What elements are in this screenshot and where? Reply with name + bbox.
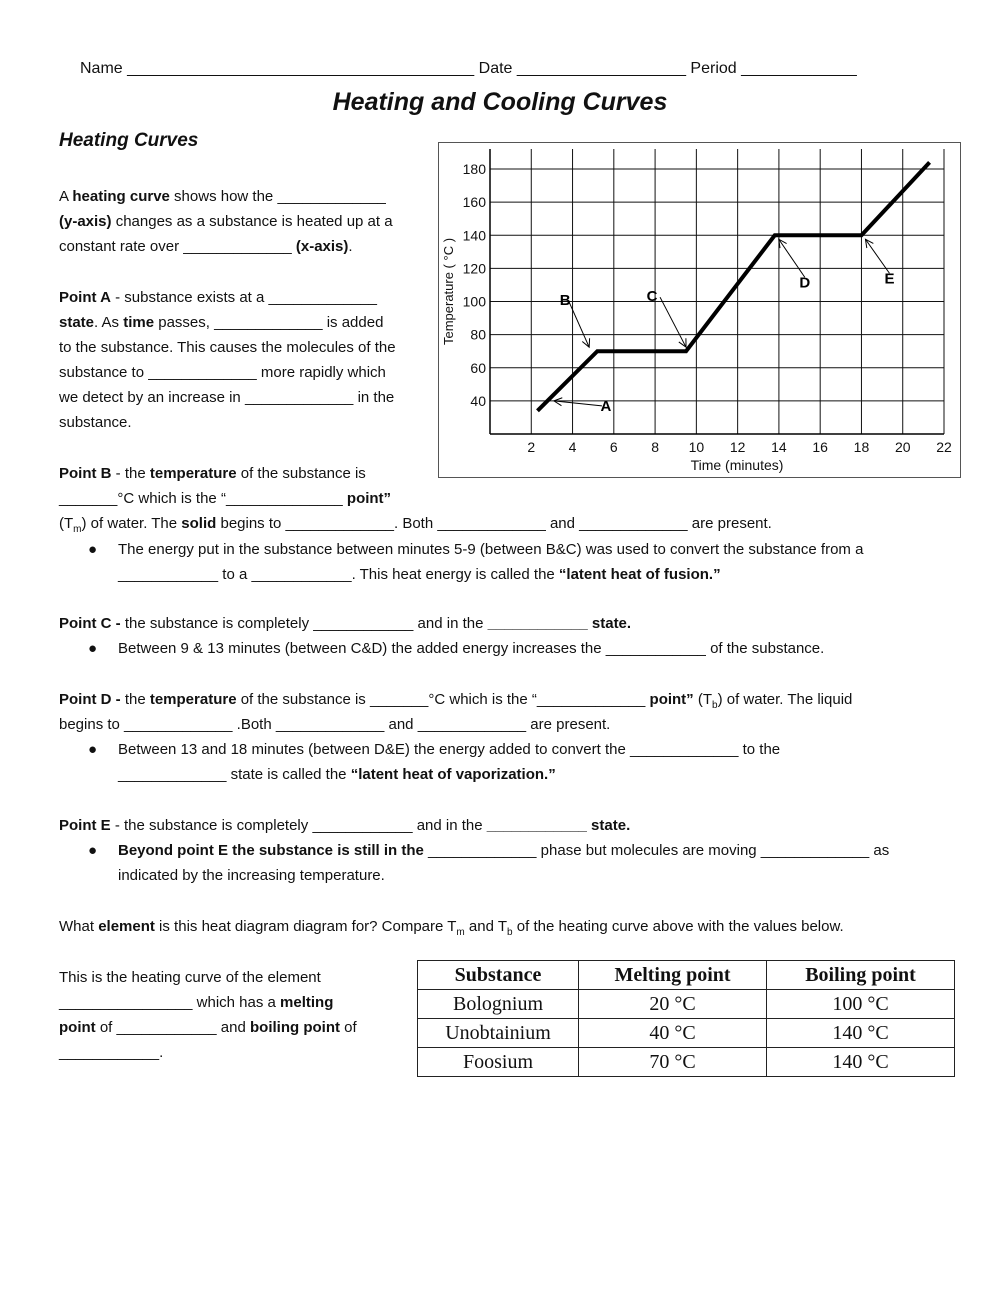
intro-line-2: (y-axis) changes as a substance is heated up at a [59, 213, 393, 230]
date-label: Date [478, 60, 513, 77]
table-row [418, 1048, 955, 1077]
name-field[interactable]: _______________________________________ [127, 60, 475, 77]
intro-line-3: constant rate over _____________ (x-axis). [59, 238, 353, 255]
blank[interactable]: _____________ [214, 314, 323, 331]
name-label: Name [80, 60, 123, 77]
y-tick-label: 60 [470, 359, 486, 376]
point-e-bullet-line-1: Beyond point E the substance is still in the _____________ phase but molecules are moving _____________ as [118, 842, 890, 859]
x-tick-label: 22 [936, 439, 952, 455]
heating-curve-chart [438, 142, 961, 478]
annotation-label: B [559, 292, 571, 310]
point-b-line-3: $(T_m)$ of water. The solid begins to _____________. Both _____________ and _____________ are present. [59, 515, 772, 535]
blank[interactable]: ____________ [312, 817, 413, 834]
section-title: Heating Curves [59, 130, 199, 151]
annotation-label: C [646, 288, 658, 306]
cell: 70 °C [579, 1048, 767, 1077]
x-axis-label: Time (minutes) [690, 457, 784, 473]
point-d-bullet-line-2: _____________ state is called the “latent heat of vaporization.” [118, 766, 556, 783]
blank[interactable]: _____________ [183, 238, 292, 255]
annotation-label: A [600, 397, 612, 415]
y-axis-label: Temperature ( °C ) [441, 237, 456, 346]
blank[interactable]: _______ [59, 490, 118, 507]
x-tick-label: 18 [853, 439, 870, 455]
cell: 140 °C [767, 1048, 955, 1077]
x-tick-label: 2 [527, 439, 536, 455]
blank[interactable]: ______________ [225, 490, 343, 507]
blank[interactable]: _____________ [244, 389, 354, 406]
table-row [418, 990, 955, 1019]
annotation-arrow [779, 239, 805, 277]
annotation-label: D [799, 274, 811, 292]
x-tick-label: 14 [771, 439, 787, 455]
bullet-dot: ● [88, 741, 98, 758]
x-tick-label: 6 [609, 439, 618, 455]
blank[interactable]: ____________ [486, 817, 587, 834]
blank[interactable]: _____________ [275, 716, 385, 733]
point-e-bullet-line-2: indicated by the increasing temperature. [118, 867, 385, 884]
bullet-dot: ● [88, 842, 98, 859]
point-c-bullet-line-1: Between 9 & 13 minutes (between C&D) the added energy increases the ____________ of the substance. [118, 640, 825, 657]
point-d-bullet-line-1: Between 13 and 18 minutes (between D&E) the energy added to convert the _____________ to the [118, 741, 781, 758]
y-tick-label: 40 [470, 392, 486, 409]
blank[interactable]: _____________ [268, 289, 377, 306]
table-header-row [418, 961, 955, 990]
point-c-line-1: Point C - the substance is completely ____________ and in the ____________ state. [59, 615, 632, 632]
blank[interactable]: _____________ [124, 716, 233, 733]
blank[interactable]: _____________ [285, 515, 394, 532]
point-e-line-1: Point E - the substance is completely ____________ and in the ____________ state. [59, 817, 631, 834]
point-d-line-1: Point D - the temperature of the substance is _______°C which is the “_____________ point” $(T_b)$ of water. The liquid [59, 691, 853, 711]
y-tick-label: 160 [462, 194, 486, 211]
blank[interactable]: _____________ [536, 691, 646, 708]
blank[interactable]: ____________ [251, 566, 352, 583]
period-field[interactable]: _____________ [741, 60, 857, 77]
blank[interactable]: _____________ [579, 515, 688, 532]
bullet-dot: ● [88, 541, 98, 558]
blank[interactable]: ____________ [487, 615, 588, 632]
header-line [80, 60, 857, 78]
x-tick-label: 12 [729, 439, 746, 455]
annotation-arrow [660, 297, 686, 347]
header-melting-point: Melting point [579, 961, 767, 990]
cell: 140 °C [767, 1019, 955, 1048]
cell: Unobtainium [418, 1019, 579, 1048]
point-b-line-2: _______°C which is the “______________ point” [59, 490, 392, 507]
header-substance: Substance [418, 961, 579, 990]
answer-line-3: point of ____________ and boiling point of [59, 1019, 357, 1036]
blank[interactable]: ____________ [116, 1019, 217, 1036]
blank[interactable]: ________________ [59, 994, 193, 1011]
blank[interactable]: _____________ [760, 842, 870, 859]
blank[interactable]: _____________ [277, 188, 386, 205]
y-tick-label: 180 [462, 161, 486, 177]
intro-line-1: A heating curve shows how the _____________ [59, 188, 386, 205]
answer-line-2: ________________ which has a melting [59, 994, 334, 1011]
point-b-line-1: Point B - the temperature of the substance is [59, 465, 366, 482]
x-tick-label: 16 [812, 439, 828, 455]
chart-svg [439, 143, 960, 477]
x-tick-label: 20 [894, 439, 911, 455]
point-b-bullet-line-2: ____________ to a ____________. This heat energy is called the “latent heat of fusion.” [118, 566, 721, 583]
table-row [418, 1019, 955, 1048]
point-a-line-2: state. As time passes, _____________ is added [59, 314, 384, 331]
answer-line-1: This is the heating curve of the element [59, 969, 321, 986]
blank[interactable]: ____________ [605, 640, 706, 657]
point-a-line-1: Point A - substance exists at a _____________ [59, 289, 377, 306]
annotation-label: E [884, 270, 895, 288]
y-tick-label: 100 [462, 293, 486, 310]
point-d-line-2: begins to _____________ .Both _____________ and _____________ are present. [59, 716, 611, 733]
period-label: Period [690, 60, 737, 77]
y-tick-label: 80 [470, 326, 486, 343]
y-tick-label: 140 [462, 227, 486, 244]
heating-curve-line [537, 162, 929, 410]
answer-line-4[interactable]: ____________. [59, 1044, 164, 1061]
cell: 100 °C [767, 990, 955, 1019]
point-a-line-4: substance to _____________ more rapidly which [59, 364, 386, 381]
header-boiling-point: Boiling point [767, 961, 955, 990]
point-a-line-5: we detect by an increase in _____________ in the [59, 389, 395, 406]
x-tick-label: 4 [568, 439, 577, 455]
x-tick-label: 8 [651, 439, 659, 455]
page-title: Heating and Cooling Curves [332, 88, 668, 116]
bullet-dot: ● [88, 640, 98, 657]
cell: 40 °C [579, 1019, 767, 1048]
question-line: What element is this heat diagram diagram for? Compare $T_m$ and $T_b$ of the heating curve above with the values below. [59, 918, 844, 938]
blank[interactable]: _____________ [630, 741, 739, 758]
blank[interactable]: _____________ [423, 842, 537, 859]
blank[interactable]: ____________ [313, 615, 414, 632]
blank[interactable]: _______ [369, 691, 429, 708]
x-tick-label: 10 [688, 439, 705, 455]
y-tick-label: 120 [462, 260, 486, 277]
blank[interactable]: _____________ [417, 716, 527, 733]
cell: Foosium [418, 1048, 579, 1077]
cell: 20 °C [579, 990, 767, 1019]
point-a-line-3: to the substance. This causes the molecules of the [59, 339, 396, 356]
blank[interactable]: _____________ [148, 364, 257, 381]
point-b-bullet-line-1: The energy put in the substance between minutes 5-9 (between B&C) was used to convert the substance from a [118, 541, 864, 558]
point-a-line-6: substance. [59, 414, 132, 431]
date-field[interactable]: ___________________ [516, 60, 686, 77]
substance-table [417, 960, 955, 1077]
blank[interactable]: ____________ [118, 566, 219, 583]
cell: Bolognium [418, 990, 579, 1019]
blank[interactable]: _____________ [437, 515, 546, 532]
blank[interactable]: _____________ [118, 766, 227, 783]
